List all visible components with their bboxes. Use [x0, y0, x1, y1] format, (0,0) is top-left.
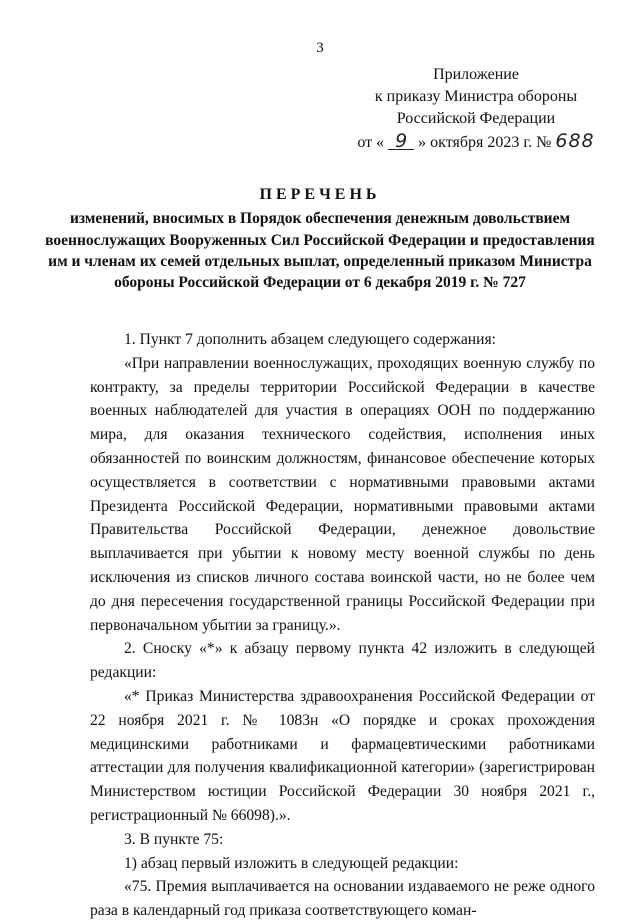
annex-date-line [346, 130, 606, 154]
document-title [40, 184, 600, 293]
paragraph: 2. Сноску «*» к абзацу первому пункта 42 изложить в следующей редакции: [90, 640, 595, 682]
handwritten-day: 9 [388, 133, 414, 150]
paragraph: 1) абзац первый изложить в следующей редакции: [124, 854, 459, 872]
page-number: 3 [316, 40, 324, 56]
paragraph: «При направлении военнослужащих, проходящих военную службу по контракту, за пределы территории Российской Федерации в качестве военных наблюдателей для участия в операциях ООН по поддержанию мира, для оказания технического содействия, исполнения иных обязанностей по воинским должностям, финансовое обеспечение которых осуществляется в соответствии с нормативными правовыми актами Президента Российской Федерации, нормативными правовыми актами Правительства Российской Федерации, денежное довольствие выплачивается при убытии к новому месту военной службы по день исключения из списков личного состава воинской части, но не более чем до дня пересечения государственной границы Российской Федерации при первоначальном убытии за границу.». [90, 354, 595, 634]
title-heading: ПЕРЕЧЕНЬ [259, 186, 381, 203]
annex-line-1: Приложение [433, 66, 519, 83]
annex-line-2: к приказу Министра обороны [374, 88, 578, 105]
paragraph: 1. Пункт 7 дополнить абзацем следующего содержания: [124, 331, 496, 348]
document-body [90, 328, 595, 923]
title-subtitle: изменений, вносимых в Порядок обеспечения денежным довольствием военнослужащих Вооруженных Сил Российской Федерации и предоставления им и членам их семей отдельных выплат, определенный приказом Министра обороны Российской Федерации от 6 декабря 2019 г. № 727 [45, 210, 595, 292]
date-suffix: » октября 2023 г. № [418, 134, 552, 151]
handwritten-order-number: 688 [555, 130, 595, 152]
annex-block [346, 64, 606, 154]
paragraph: «* Приказ Министерства здравоохранения Российской Федерации от 22 ноября 2021 г. № 1083н «О порядке и сроках прохождения медицинскими работниками и фармацевтическими работниками аттестации для получения квалификационной категории» (зарегистрирован Министерством юстиции Российской Федерации 30 ноября 2021 г., регистрационный № 66098).». [90, 687, 595, 824]
annex-line-3: Российской Федерации [396, 110, 556, 127]
paragraph: «75. Премия выплачивается на основании издаваемого не реже одного раза в календарный год приказа соответствующего коман- [90, 878, 595, 920]
paragraph: 3. В пункте 75: [124, 830, 224, 848]
date-prefix: от « [357, 134, 385, 151]
